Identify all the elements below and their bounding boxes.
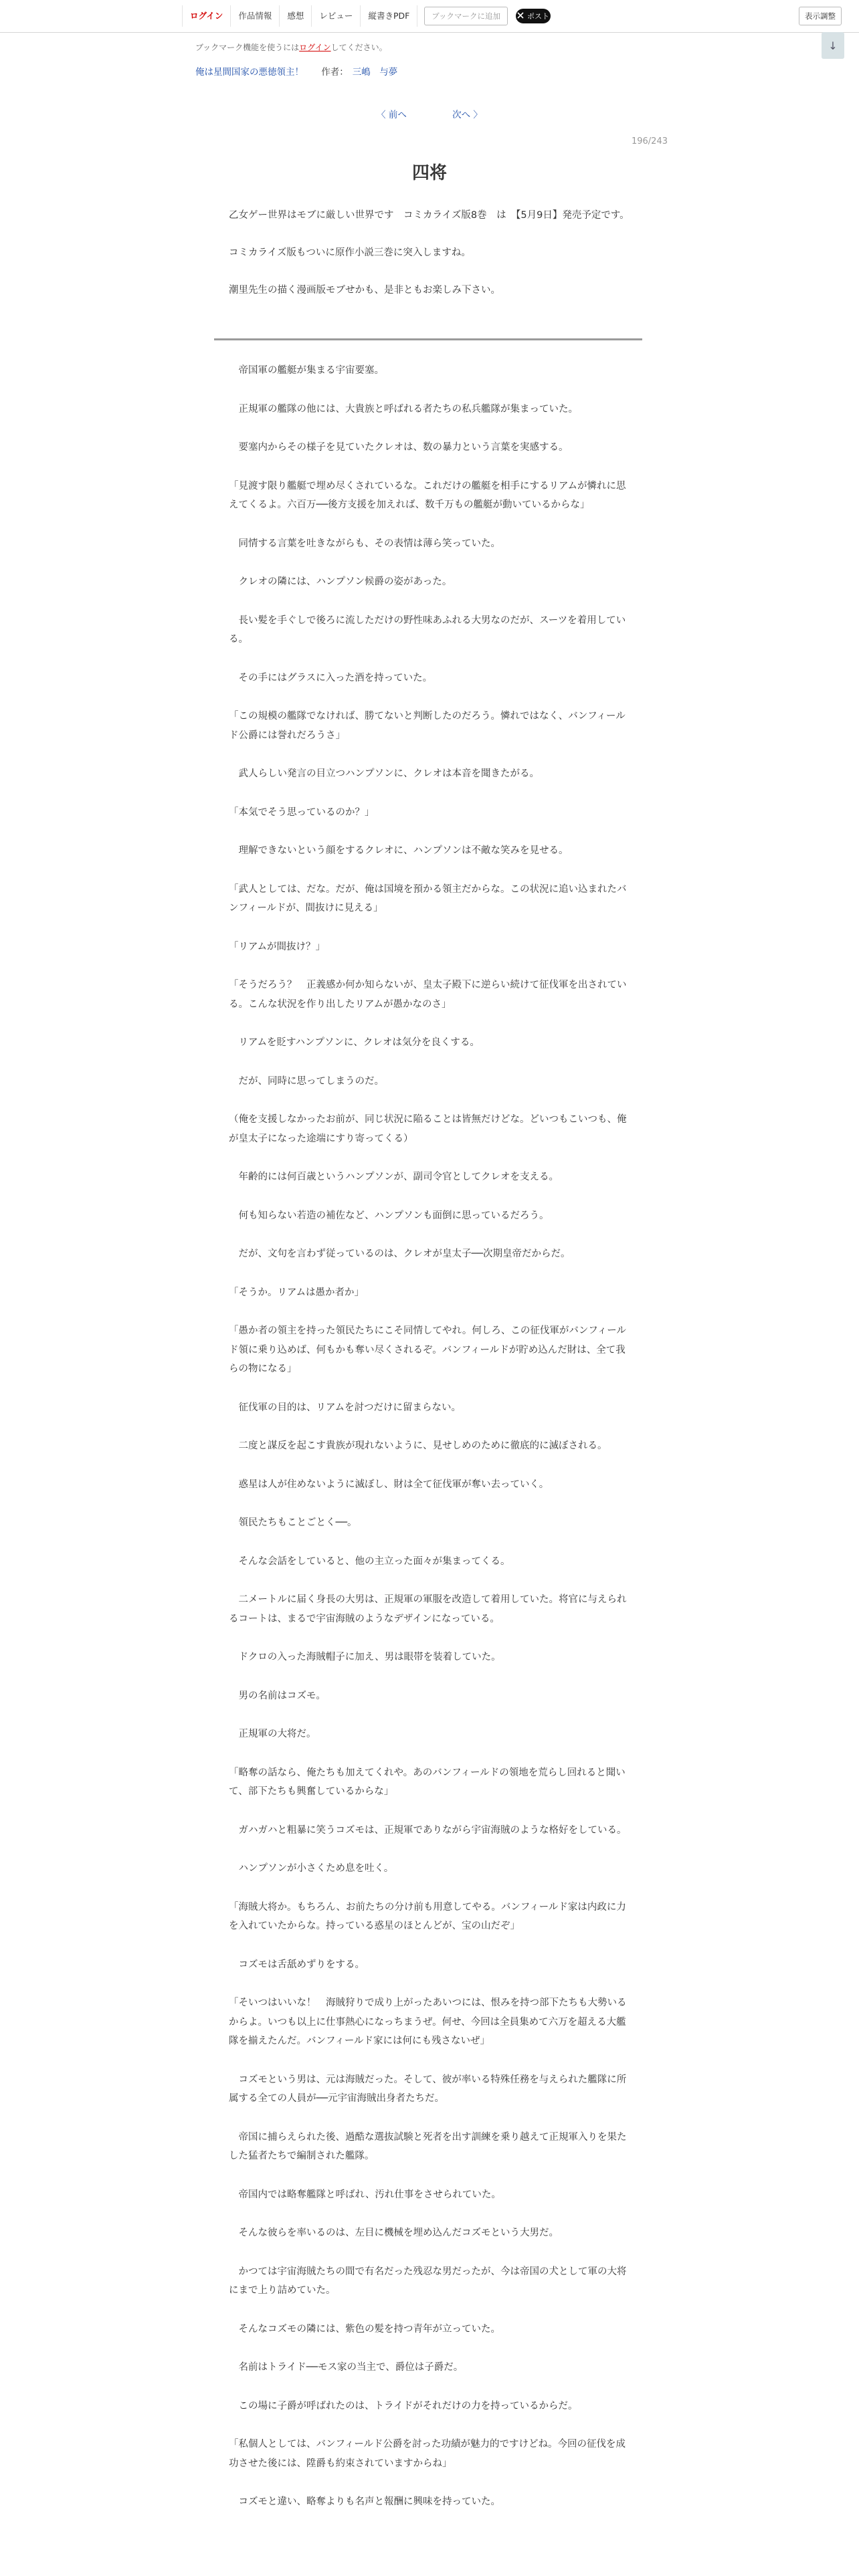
body-paragraph: 帝国内では略奪艦隊と呼ばれ、汚れ仕事をさせられていた。 [229,2189,501,2200]
body-paragraph: 正規軍の大将だ。 [229,1729,316,1739]
body-paragraph: その手にはグラスに入った酒を持っていた。 [229,672,433,683]
next-episode-link[interactable]: 次へ 〉 [452,110,482,120]
body-paragraph: コズモは舌舐めずりをする。 [229,1959,365,1970]
body-paragraph: そんな会話をしていると、他の主立った面々が集まってくる。 [229,1555,510,1567]
novel-info-link[interactable]: 作品情報 [230,5,279,27]
vertical-pdf-link[interactable]: 縦書きPDF [360,5,417,27]
arrow-down-icon: ↓ [828,39,838,52]
add-bookmark-button[interactable]: ブックマークに追加 [424,7,508,25]
review-link[interactable]: レビュー [311,5,360,27]
notice-prefix: ブックマーク機能を使うには [195,43,300,52]
episode-counter: 196/243 [631,136,668,146]
body-paragraph: 男の名前はコズモ。 [229,1690,326,1701]
impressions-link[interactable]: 感想 [279,5,311,27]
body-paragraph: 二度と謀反を起こす貴族が現れないように、見せしめのために徹底的に滅ぼされる。 [229,1440,607,1451]
body-paragraph: ガハガハと粗暴に笑うコズモは、正規軍でありながら宇宙海賊のような格好をしている。 [229,1824,627,1836]
body-paragraph: コズモという男は、元は海賊だった。そして、彼が率いる特殊任務を与えられた艦隊に所属する全ての人員が──元宇宙海賊出身者たちだ。 [229,2074,627,2104]
novel-title-link[interactable]: 俺は星間国家の悪徳領主！ [195,67,304,78]
body-paragraph: そんなコズモの隣には、紫色の髪を持つ青年が立っていた。 [229,2323,500,2335]
notice-suffix: してください。 [330,43,387,52]
body-paragraph: 何も知らない若造の補佐など、ハンプソンも面倒に思っているだろう。 [229,1210,549,1221]
body-paragraph: この場に子爵が呼ばれたのは、トライドがそれだけの力を持っているからだ。 [229,2400,578,2411]
login-link[interactable]: ログイン [182,5,230,27]
body-paragraph: 正規軍の艦隊の他には、大貴族と呼ばれる者たちの私兵艦隊が集まっていた。 [229,403,578,415]
notice-login-link[interactable]: ログイン [299,43,331,52]
body-paragraph: 帝国に捕らえられた後、過酷な選抜試験と死者を出す訓練を乗り越えて正規軍入りを果たした猛者たちで編制された艦隊。 [229,2131,627,2161]
body-paragraph: リアムを貶すハンプソンに、クレオは気分を良くする。 [229,1037,480,1048]
login-notice [195,41,387,53]
body-paragraph: 「私個人としては、バンフィールド公爵を討った功績が魅力的ですけどね。今回の征伐を成功させた後には、陞爵も約束されていますからね」 [229,2439,626,2469]
top-header [0,0,859,33]
chapter-body [229,361,630,2531]
body-paragraph: 長い髪を手ぐしで後ろに流しただけの野性味あふれる大男なのだが、スーツを着用している。 [229,615,626,645]
preface-paragraph: 潮里先生の描く漫画版モブせかも、是非ともお楽しみ下さい。 [229,285,500,296]
body-paragraph: （俺を支援しなかったお前が、同じ状況に陥ることは皆無だけどな。どいつもこいつも、俺が皇太子になった途端にすり寄ってくる） [229,1114,627,1144]
body-paragraph: 「海賊大将か。もちろん、お前たちの分け前も用意してやる。バンフィールド家は内政に力を入れていたからな。持っている惑星のほとんどが、宝の山だぞ」 [229,1901,626,1931]
author-link[interactable]: 三嶋 与夢 [352,67,398,78]
body-paragraph: ハンプソンが小さくため息を吐く。 [229,1863,394,1874]
body-paragraph: 同情する言葉を吐きながらも、その表情は薄ら笑っていた。 [229,538,500,549]
body-paragraph: 要塞内からその様子を見ていたクレオは、数の暴力という言葉を実感する。 [229,442,569,453]
body-paragraph: コズモと違い、略奪よりも名声と報酬に興味を持っていた。 [229,2496,500,2507]
share-label: ポスト [527,12,549,21]
body-paragraph: 「そうか。リアムは愚か者か」 [229,1287,364,1298]
preface-divider [214,338,642,340]
main-nav [182,5,551,27]
body-paragraph: 年齢的には何百歳というハンプソンが、副司令官としてクレオを支える。 [229,1172,559,1182]
chapter-title: 四将 [411,163,447,183]
body-paragraph: 領民たちもことごとく──。 [229,1517,357,1528]
body-paragraph: 帝国軍の艦艇が集まる宇宙要塞。 [229,365,384,376]
body-paragraph: 「見渡す限り艦艇で埋め尽くされているな。これだけの艦艇を相手にするリアムが憐れに思えてくるよ。六百万──後方支援を加えれば、数千万もの艦艇が動いているからな」 [229,480,626,510]
body-paragraph: 名前はトライド──モス家の当主で、爵位は子爵だ。 [229,2362,464,2373]
body-paragraph: ドクロの入った海賊帽子に加え、男は眼帯を装着していた。 [229,1652,501,1662]
body-paragraph: 「この規模の艦隊でなければ、勝てないと判断したのだろう。憐れではなく、バンフィールド公爵には誉れだろうさ」 [229,711,626,741]
body-paragraph: 「リアムが間抜け？」 [229,941,325,952]
body-paragraph: 理解できないという顔をするクレオに、ハンプソンは不敵な笑みを見せる。 [229,845,569,856]
body-paragraph: 「略奪の話なら、俺たちも加えてくれや。あのバンフィールドの領地を荒らし回れると聞いて、部下たちも興奮しているからな」 [229,1767,626,1797]
body-paragraph: 武人らしい発言の目立つハンプソンに、クレオは本音を聞きたがる。 [229,768,539,779]
preface-paragraph: コミカライズ版もついに原作小説三巻に突入しますね。 [229,247,471,258]
body-paragraph: だが、同時に思ってしまうのだ。 [229,1075,384,1087]
scroll-down-button[interactable] [822,32,844,59]
novel-info [195,64,397,78]
body-paragraph: クレオの隣には、ハンプソン候爵の姿があった。 [229,576,452,587]
body-paragraph: 「武人としては、だな。だが、俺は国境を預かる領主だからな。この状況に追い込まれたバンフィールドが、間抜けに見える」 [229,883,627,914]
body-paragraph: 「本気でそう思っているのか？」 [229,807,375,818]
body-paragraph: 征伐軍の目的は、リアムを討つだけに留まらない。 [229,1402,461,1413]
body-paragraph: 「そうだろう？ 正義感か何か知らないが、皇太子殿下に逆らい続けて征伐軍を出されている。こんな状況を作り出したリアムが愚かなのさ」 [229,980,627,1010]
body-paragraph: だが、文句を言わず従っているのは、クレオが皇太子──次期皇帝だからだ。 [229,1249,571,1259]
body-paragraph: 「そいつはいいな！ 海賊狩りで成り上がったあいつには、恨みを持つ部下たちも大勢いるからよ。いつも以上に仕事熱心になっちまうぜ。何せ、今回は全員集めて六万を超える大艦隊を揃えたんだ。バンフィールド家には何にも残さないぜ」 [229,1998,627,2046]
body-paragraph: かつては宇宙海賊たちの間で有名だった残忍な男だったが、今は帝国の犬として軍の大将にまで上り詰めていた。 [229,2266,627,2296]
display-adjust-button[interactable]: 表示調整 [799,7,842,25]
share-x-button[interactable] [516,9,551,23]
episode-pager [0,107,859,120]
preface [229,206,630,318]
body-paragraph: そんな彼らを率いるのは、左目に機械を埋め込んだコズモという大男だ。 [229,2228,559,2238]
prev-episode-link[interactable]: 〈 前へ [377,110,407,120]
x-logo-icon [517,12,524,21]
body-paragraph: 二メートルに届く身長の大男は、正規軍の軍服を改造して着用していた。将官に与えられるコートは、まるで宇宙海賊のようなデザインになっている。 [229,1594,627,1624]
preface-paragraph: 乙女ゲー世界はモブに厳しい世界です コミカライズ版8巻 は 【5月9日】発売予定です。 [229,210,630,221]
body-paragraph: 「愚か者の領主を持った領民たちにこそ同情してやれ。何しろ、この征伐軍がバンフィールド領に乗り込めば、何もかも奪い尽くされるぞ。バンフィールドが貯め込んだ財は、全て我らの物になる」 [229,1325,626,1374]
body-paragraph: 惑星は人が住めないように滅ぼし、財は全て征伐軍が奪い去っていく。 [229,1479,549,1490]
author-label: 作者： [321,67,349,78]
